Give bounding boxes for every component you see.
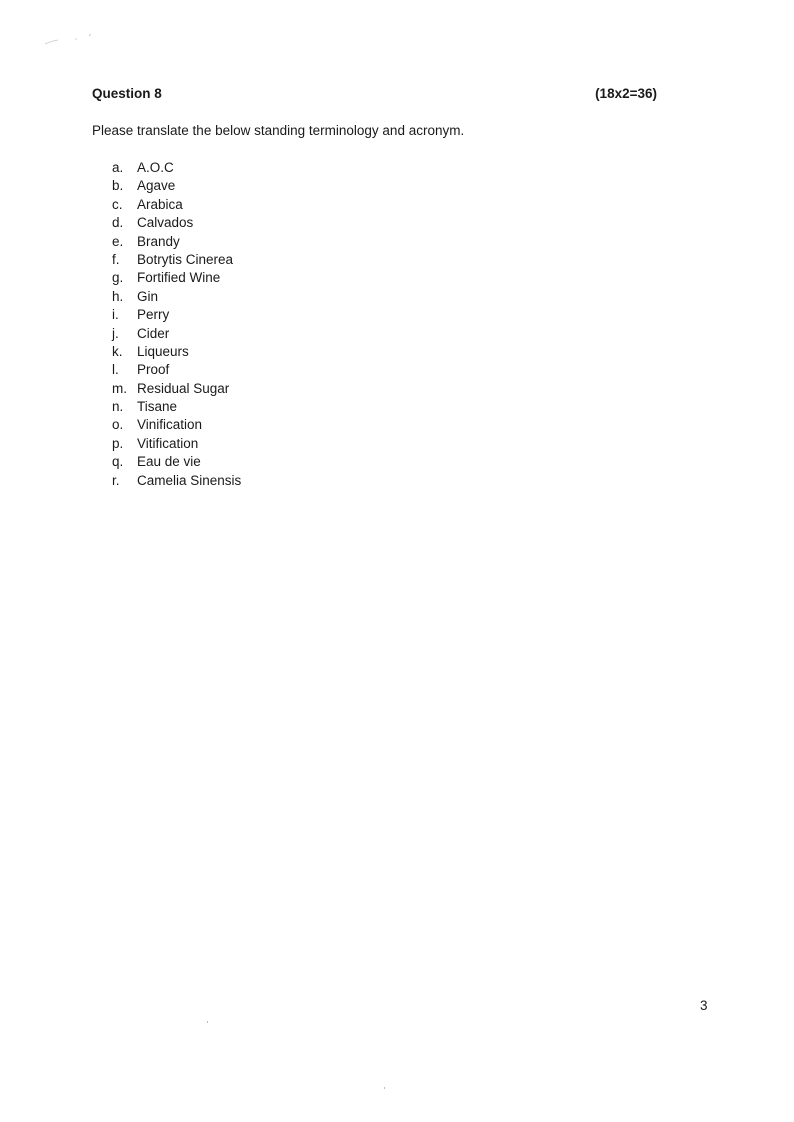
term-text: Cider xyxy=(137,325,170,341)
term-item xyxy=(112,214,241,232)
term-item xyxy=(112,306,241,324)
term-letter: q. xyxy=(112,454,124,470)
term-text: Camelia Sinensis xyxy=(137,472,242,488)
term-text: A.O.C xyxy=(137,160,174,175)
term-item xyxy=(112,343,241,361)
term-letter: d. xyxy=(112,215,124,231)
term-letter: l. xyxy=(112,362,119,378)
term-text: Vitification xyxy=(137,435,199,451)
question-title: Question 8 xyxy=(92,86,162,101)
term-text: Liqueurs xyxy=(137,343,189,359)
term-letter: o. xyxy=(112,417,124,433)
term-text: Proof xyxy=(137,362,170,378)
question-instruction: Please translate the below standing terminology and acronym. xyxy=(92,123,465,138)
question-marks: (18x2=36) xyxy=(595,86,657,101)
term-letter: g. xyxy=(112,270,124,286)
term-item xyxy=(112,380,241,398)
term-text: Eau de vie xyxy=(137,454,201,470)
term-letter: m. xyxy=(112,380,127,396)
term-item xyxy=(112,251,241,269)
term-item xyxy=(112,435,241,453)
question-header xyxy=(92,86,657,101)
term-letter: i. xyxy=(112,307,119,323)
term-text: Vinification xyxy=(137,417,203,433)
term-letter: r. xyxy=(112,472,120,488)
term-text: Agave xyxy=(137,178,176,194)
term-letter: b. xyxy=(112,178,124,194)
term-item xyxy=(112,398,241,416)
term-list xyxy=(112,159,241,490)
term-item xyxy=(112,361,241,379)
page-number: 3 xyxy=(700,998,708,1013)
term-letter: a. xyxy=(112,160,124,175)
scan-artifact-marks xyxy=(40,30,110,50)
term-letter: n. xyxy=(112,399,124,415)
term-text: Calvados xyxy=(137,215,194,231)
term-text: Brandy xyxy=(137,233,180,249)
term-text: Tisane xyxy=(137,399,178,415)
term-text: Arabica xyxy=(137,196,183,212)
term-text: Fortified Wine xyxy=(137,270,221,286)
term-letter: j. xyxy=(112,325,119,341)
term-letter: e. xyxy=(112,233,124,249)
term-item xyxy=(112,325,241,343)
term-item xyxy=(112,233,241,251)
term-item xyxy=(112,288,241,306)
term-letter: f. xyxy=(112,251,120,267)
term-letter: h. xyxy=(112,288,124,304)
term-letter: k. xyxy=(112,343,123,359)
term-letter: c. xyxy=(112,196,123,212)
term-text: Botrytis Cinerea xyxy=(137,251,234,267)
term-text: Residual Sugar xyxy=(137,380,230,396)
term-text: Gin xyxy=(137,288,159,304)
term-item xyxy=(112,177,241,195)
term-text: Perry xyxy=(137,307,170,323)
term-letter: p. xyxy=(112,435,124,451)
term-item xyxy=(112,472,241,490)
term-item xyxy=(112,269,241,287)
term-item xyxy=(112,159,241,177)
scan-speck xyxy=(384,1087,385,1089)
term-item xyxy=(112,196,241,214)
term-item xyxy=(112,416,241,434)
scan-speck xyxy=(207,1021,208,1023)
term-item xyxy=(112,453,241,471)
